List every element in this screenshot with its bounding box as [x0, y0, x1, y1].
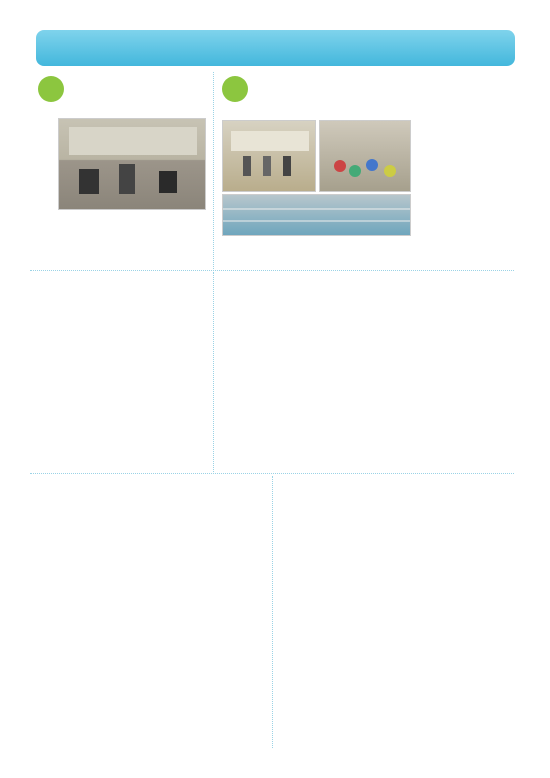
divider [272, 476, 273, 748]
nagai-badge [222, 76, 248, 102]
divider [30, 270, 514, 271]
rifle-scene [59, 119, 206, 210]
stage-scene [223, 121, 316, 192]
crowd-photo [319, 120, 411, 192]
pool-lanes [223, 195, 411, 236]
crowd-scene [320, 121, 411, 192]
stage-photo [222, 120, 316, 192]
divider [213, 72, 214, 269]
nagai-badge [38, 76, 64, 102]
header-banner [36, 30, 515, 66]
divider [30, 473, 514, 474]
divider [213, 272, 214, 472]
pool-photo [222, 194, 411, 236]
rifle-photo [58, 118, 206, 210]
